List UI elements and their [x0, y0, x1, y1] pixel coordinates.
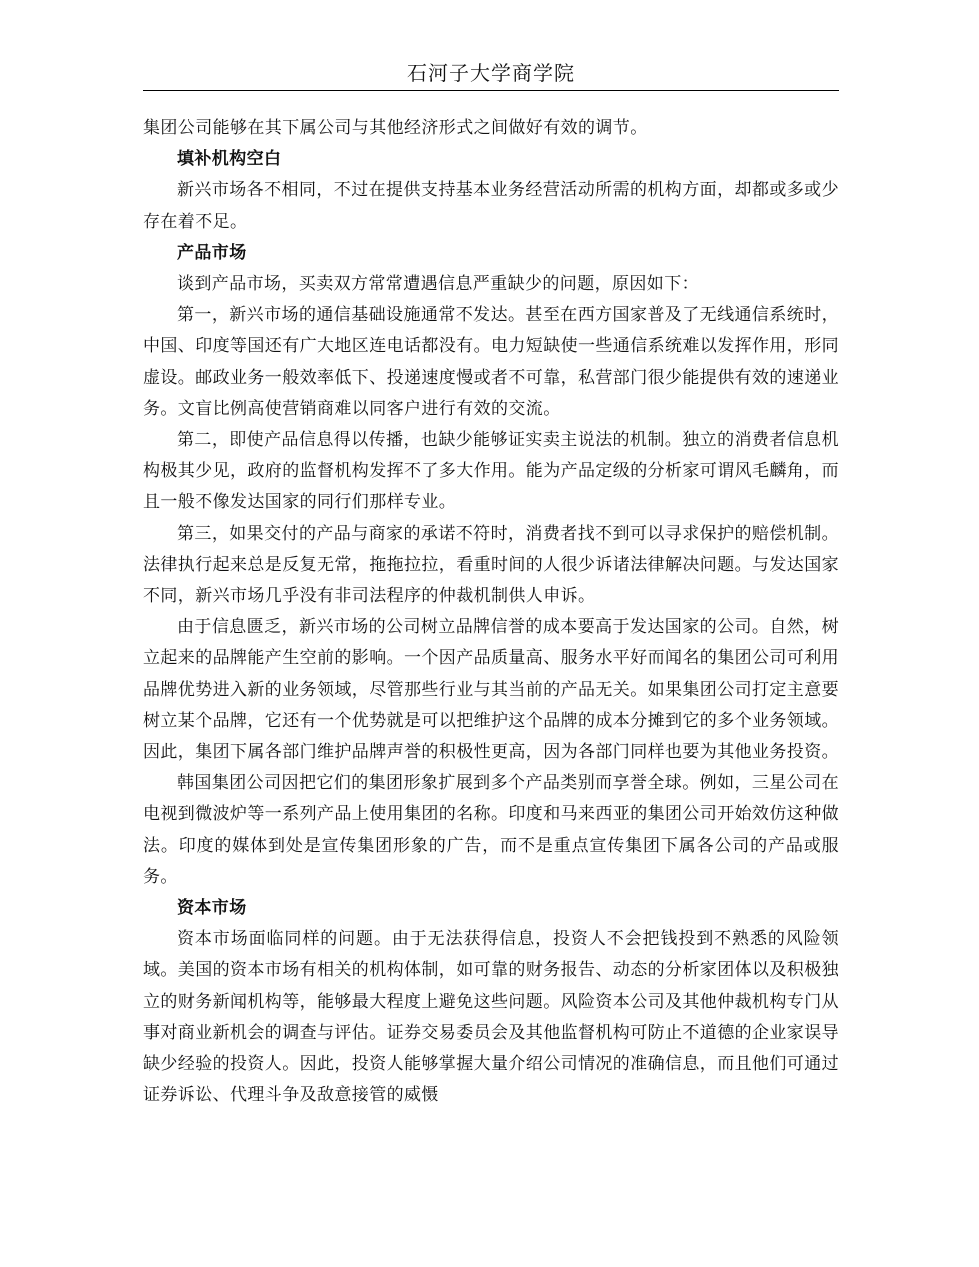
header-title: 石河子大学商学院 — [407, 61, 575, 85]
paragraph: 第二，即使产品信息得以传播，也缺少能够证实卖主说法的机制。独立的消费者信息机构极其少见，政府的监督机构发挥不了多大作用。能为产品定级的分析家可谓风毛麟角，而且一般不像发达国家的同行们那样专业。 — [143, 430, 839, 513]
paragraph: 第三，如果交付的产品与商家的承诺不符时，消费者找不到可以寻求保护的赔偿机制。法律执行起来总是反复无常，拖拖拉拉，看重时间的人很少诉诸法律解决问题。与发达国家不同，新兴市场几乎没有非司法程序的仲裁机制供人申诉。 — [143, 523, 839, 607]
section-heading: 填补机构空白 — [177, 149, 282, 170]
paragraph: 第一，新兴市场的通信基础设施通常不发达。甚至在西方国家普及了无线通信系统时，中国、印度等国还有广大地区连电话都没有。电力短缺使一些通信系统难以发挥作用，形同虚设。邮政业务一般效率低下、投递速度慢或者不可靠，私营部门很少能提供有效的速递业务。文盲比例高使营销商难以同客户进行有效的交流。 — [143, 305, 839, 419]
section-heading: 资本市场 — [177, 898, 247, 919]
section-heading: 产品市场 — [177, 242, 247, 263]
page-header — [143, 56, 839, 91]
paragraph: 韩国集团公司因把它们的集团形象扩展到多个产品类别而享誉全球。例如，三星公司在电视到微波炉等一系列产品上使用集团的名称。印度和马来西亚的集团公司开始效仿这种做法。印度的媒体到处是宣传集团形象的广告，而不是重点宣传集团下属各公司的产品或服务。 — [143, 773, 839, 887]
paragraph: 资本市场面临同样的问题。由于无法获得信息，投资人不会把钱投到不熟悉的风险领域。美国的资本市场有相关的机构体制，如可靠的财务报告、动态的分析家团体以及积极独立的财务新闻机构等，能够最大程度上避免这些问题。风险资本公司及其他仲裁机构专门从事对商业新机会的调查与评估。证券交易委员会及其他监督机构可防止不道德的企业家误导缺少经验的投资人。因此，投资人能够掌握大量介绍公司情况的准确信息，而且他们可通过证券诉讼、代理斗争及敌意接管的威慑 — [143, 929, 839, 1106]
paragraph: 新兴市场各不相同，不过在提供支持基本业务经营活动所需的机构方面，却都或多或少存在着不足。 — [143, 180, 839, 232]
document-body — [143, 113, 839, 1112]
paragraph: 谈到产品市场，买卖双方常常遭遇信息严重缺少的问题，原因如下： — [177, 274, 699, 295]
paragraph: 集团公司能够在其下属公司与其他经济形式之间做好有效的调节。 — [143, 118, 648, 138]
paragraph: 由于信息匮乏，新兴市场的公司树立品牌信誉的成本要高于发达国家的公司。自然，树立起来的品牌能产生空前的影响。一个因产品质量高、服务水平好而闻名的集团公司可利用品牌优势进入新的业务领域，尽管那些行业与其当前的产品无关。如果集团公司打定主意要树立某个品牌，它还有一个优势就是可以把维护这个品牌的成本分摊到它的多个业务领域。因此，集团下属各部门维护品牌声誉的积极性更高，因为各部门同样也要为其他业务投资。 — [143, 617, 839, 763]
